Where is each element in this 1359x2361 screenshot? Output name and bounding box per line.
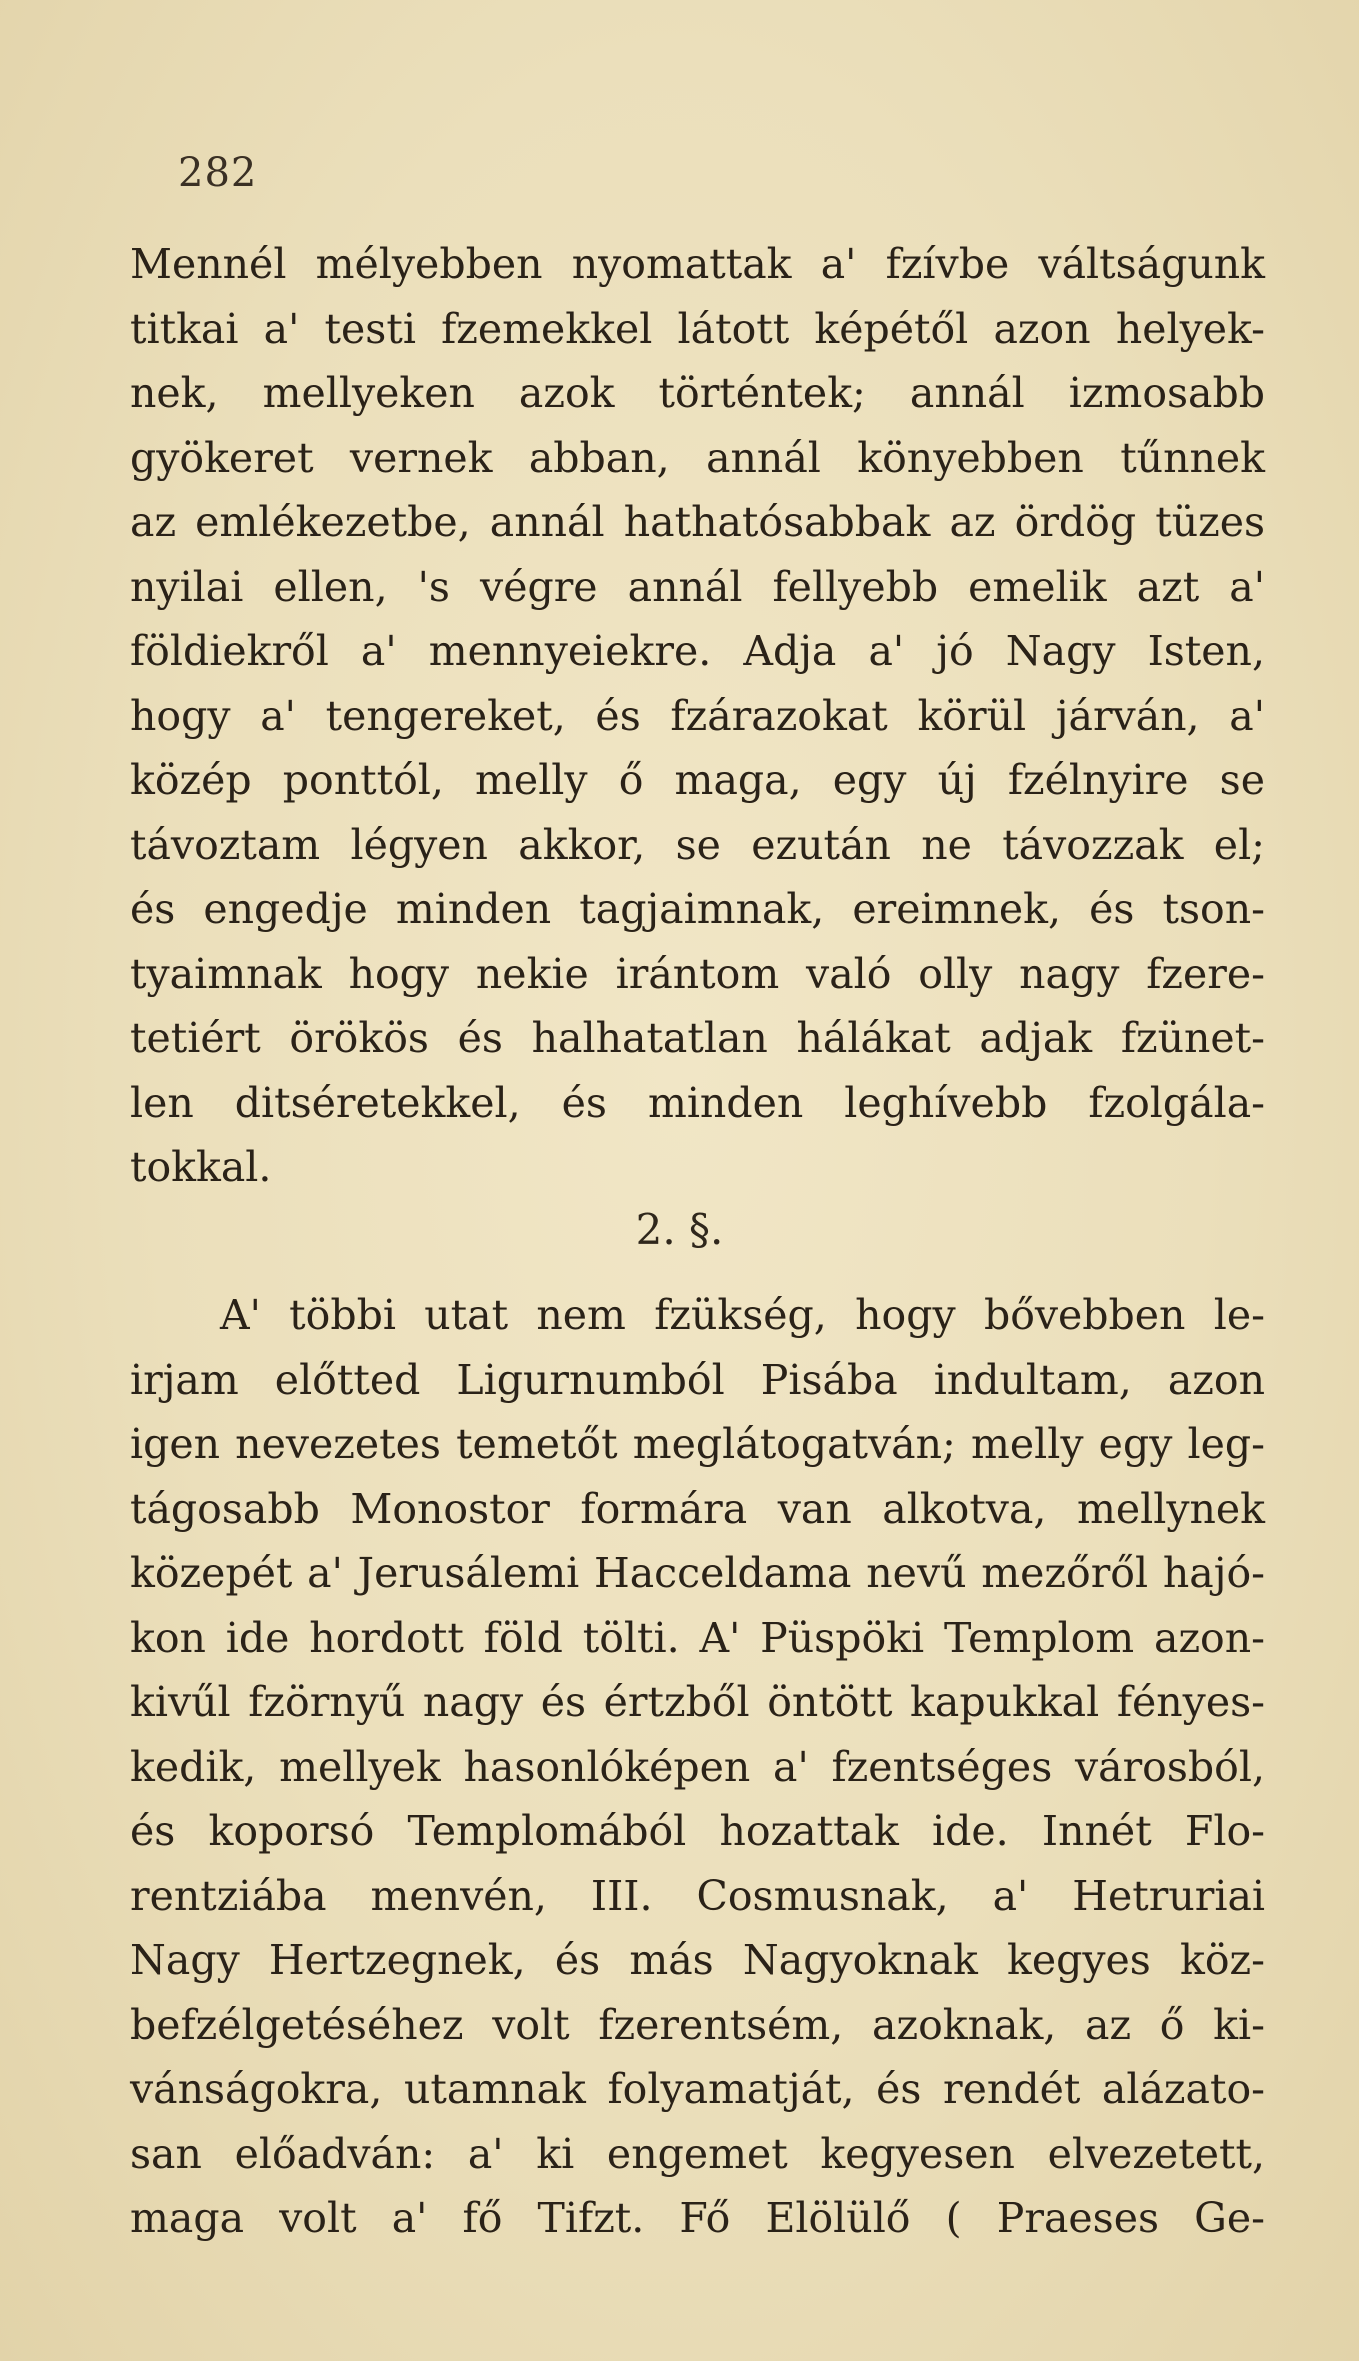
text-line: tetiért örökös és halhatatlan hálákat adjak fzünet- (130, 1014, 1265, 1062)
text-line: és koporsó Templomából hozattak ide. Innét Flo- (130, 1807, 1265, 1855)
text-line: san előadván: a' ki engemet kegyesen elvezetett, (130, 2129, 1265, 2178)
text-line: tágosabb Monostor formára van alkotva, mellynek (130, 1484, 1265, 1533)
text-line: kivűl fzörnyű nagy és értzből öntött kapukkal fényes- (130, 1678, 1265, 1726)
text-line: kon ide hordott föld tölti. A' Püspöki Templom azon- (130, 1613, 1265, 1662)
text-line: nek, mellyeken azok történtek; annál izmosabb (130, 369, 1265, 417)
text-line: tyaimnak hogy nekie irántom való olly nagy fzere- (130, 949, 1265, 998)
text-line: földiekről a' mennyeiekre. Adja a' jó Nagy Isten, (130, 627, 1265, 675)
text-line: gyökeret vernek abban, annál könyebben tűnnek (130, 433, 1265, 482)
section-heading: 2. §. (635, 1205, 724, 1254)
text-line: Nagy Hertzegnek, és más Nagyoknak kegyes köz- (130, 1936, 1265, 1984)
text-line: kedik, mellyek hasonlóképen a' fzentséges városból, (130, 1742, 1265, 1791)
text-line: A' többi utat nem fzükség, hogy bővebben le- (220, 1291, 1265, 1339)
text-line: titkai a' testi fzemekkel látott képétől azon helyek- (130, 304, 1265, 353)
text-line: befzélgetéséhez volt fzerentsém, azoknak, az ő ki- (130, 2000, 1265, 2049)
text-line: vánságokra, utamnak folyamatját, és rendét alázato- (130, 2065, 1265, 2113)
page-number: 282 (178, 150, 258, 196)
paragraph-1 (130, 232, 1265, 1200)
text-line: távoztam légyen akkor, se ezután ne távozzak el; (130, 820, 1265, 869)
text-line: igen nevezetes temetőt meglátogatván; melly egy leg- (130, 1420, 1265, 1468)
text-line: és engedje minden tagjaimnak, ereimnek, és tson- (130, 885, 1265, 933)
text-line: len ditséretekkel, és minden leghívebb fzolgála- (130, 1078, 1265, 1127)
text-line: irjam előtted Ligurnumból Pisába indultam, azon (130, 1355, 1265, 1404)
text-line: Mennél mélyebben nyomattak a' fzívbe váltságunk (130, 240, 1265, 288)
text-line: közép ponttól, melly ő maga, egy új fzélnyire se (130, 756, 1265, 804)
text-line: hogy a' tengereket, és fzárazokat körül járván, a' (130, 691, 1265, 740)
text-line: maga volt a' fő Tifzt. Fő Elölülő ( Praeses Ge- (130, 2194, 1265, 2242)
text-line: tokkal. (130, 1143, 272, 1191)
paragraph-2 (130, 1283, 1265, 2251)
text-line: nyilai ellen, 's végre annál fellyebb emelik azt a' (130, 562, 1265, 611)
text-line: az emlékezetbe, annál hathatósabbak az ördög tüzes (130, 498, 1265, 546)
text-line: rentziába menvén, III. Cosmusnak, a' Hetruriai (130, 1871, 1265, 1920)
text-line: közepét a' Jerusálemi Hacceldama nevű mezőről hajó- (130, 1549, 1265, 1597)
